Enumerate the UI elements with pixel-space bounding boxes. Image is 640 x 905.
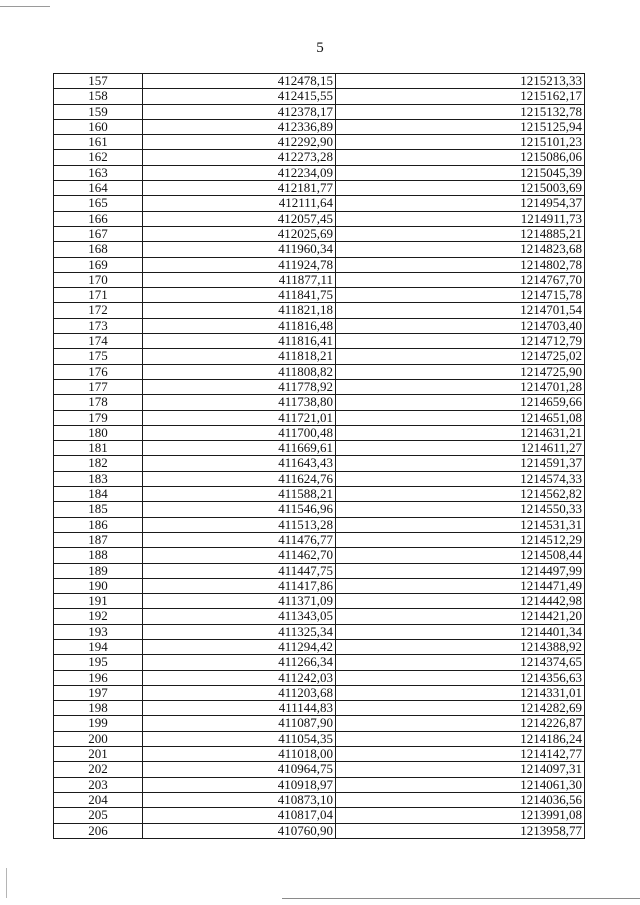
x-coordinate-cell: 412415,55 (143, 89, 336, 104)
y-coordinate-cell: 1214374,65 (336, 655, 585, 670)
table-row (54, 257, 585, 272)
point-number-cell: 183 (54, 471, 143, 486)
point-number-cell: 205 (54, 808, 143, 823)
y-coordinate-cell: 1215132,78 (336, 104, 585, 119)
y-coordinate-cell: 1214715,78 (336, 288, 585, 303)
table-row (54, 89, 585, 104)
x-coordinate-cell: 411203,68 (143, 685, 336, 700)
x-coordinate-cell: 411588,21 (143, 487, 336, 502)
x-coordinate-cell: 411960,34 (143, 242, 336, 257)
y-coordinate-cell: 1214562,82 (336, 487, 585, 502)
table-row (54, 594, 585, 609)
y-coordinate-cell: 1215125,94 (336, 119, 585, 134)
y-coordinate-cell: 1214823,68 (336, 242, 585, 257)
x-coordinate-cell: 411144,83 (143, 701, 336, 716)
table-row (54, 624, 585, 639)
table-row (54, 135, 585, 150)
point-number-cell: 184 (54, 487, 143, 502)
table-row (54, 119, 585, 134)
y-coordinate-cell: 1214061,30 (336, 777, 585, 792)
x-coordinate-cell: 412025,69 (143, 226, 336, 241)
x-coordinate-cell: 411821,18 (143, 303, 336, 318)
y-coordinate-cell: 1214356,63 (336, 670, 585, 685)
point-number-cell: 173 (54, 318, 143, 333)
y-coordinate-cell: 1214512,29 (336, 532, 585, 547)
point-number-cell: 168 (54, 242, 143, 257)
x-coordinate-cell: 410817,04 (143, 808, 336, 823)
table-row (54, 670, 585, 685)
x-coordinate-cell: 411476,77 (143, 532, 336, 547)
point-number-cell: 191 (54, 594, 143, 609)
point-number-cell: 196 (54, 670, 143, 685)
x-coordinate-cell: 411294,42 (143, 639, 336, 654)
table-row (54, 777, 585, 792)
x-coordinate-cell: 411417,86 (143, 578, 336, 593)
x-coordinate-cell: 411816,48 (143, 318, 336, 333)
y-coordinate-cell: 1214911,73 (336, 211, 585, 226)
y-coordinate-cell: 1214226,87 (336, 716, 585, 731)
x-coordinate-cell: 412057,45 (143, 211, 336, 226)
table-row (54, 318, 585, 333)
x-coordinate-cell: 412336,89 (143, 119, 336, 134)
point-number-cell: 157 (54, 74, 143, 89)
y-coordinate-cell: 1215086,06 (336, 150, 585, 165)
x-coordinate-cell: 411266,34 (143, 655, 336, 670)
x-coordinate-cell: 411700,48 (143, 425, 336, 440)
point-number-cell: 177 (54, 379, 143, 394)
y-coordinate-cell: 1214142,77 (336, 747, 585, 762)
point-number-cell: 171 (54, 288, 143, 303)
y-coordinate-cell: 1214611,27 (336, 441, 585, 456)
y-coordinate-cell: 1214954,37 (336, 196, 585, 211)
point-number-cell: 195 (54, 655, 143, 670)
x-coordinate-cell: 412234,09 (143, 165, 336, 180)
y-coordinate-cell: 1214701,28 (336, 379, 585, 394)
point-number-cell: 198 (54, 701, 143, 716)
x-coordinate-cell: 411841,75 (143, 288, 336, 303)
table-row (54, 823, 585, 838)
point-number-cell: 190 (54, 578, 143, 593)
y-coordinate-cell: 1214097,31 (336, 762, 585, 777)
table-row (54, 181, 585, 196)
y-coordinate-cell: 1215162,17 (336, 89, 585, 104)
point-number-cell: 185 (54, 502, 143, 517)
y-coordinate-cell: 1214659,66 (336, 395, 585, 410)
table-row (54, 272, 585, 287)
x-coordinate-cell: 410964,75 (143, 762, 336, 777)
table-row (54, 655, 585, 670)
point-number-cell: 201 (54, 747, 143, 762)
point-number-cell: 174 (54, 334, 143, 349)
point-number-cell: 187 (54, 532, 143, 547)
table-row (54, 288, 585, 303)
x-coordinate-cell: 411816,41 (143, 334, 336, 349)
point-number-cell: 182 (54, 456, 143, 471)
y-coordinate-cell: 1214331,01 (336, 685, 585, 700)
y-coordinate-cell: 1214550,33 (336, 502, 585, 517)
table-row (54, 563, 585, 578)
table-row (54, 226, 585, 241)
table-row (54, 74, 585, 89)
y-coordinate-cell: 1215213,33 (336, 74, 585, 89)
x-coordinate-cell: 411778,92 (143, 379, 336, 394)
point-number-cell: 167 (54, 226, 143, 241)
y-coordinate-cell: 1214712,79 (336, 334, 585, 349)
table-row (54, 792, 585, 807)
y-coordinate-cell: 1214802,78 (336, 257, 585, 272)
point-number-cell: 194 (54, 639, 143, 654)
point-number-cell: 192 (54, 609, 143, 624)
point-number-cell: 163 (54, 165, 143, 180)
point-number-cell: 200 (54, 731, 143, 746)
table-row (54, 685, 585, 700)
x-coordinate-cell: 412111,64 (143, 196, 336, 211)
point-number-cell: 166 (54, 211, 143, 226)
x-coordinate-cell: 411242,03 (143, 670, 336, 685)
x-coordinate-cell: 411818,21 (143, 349, 336, 364)
x-coordinate-cell: 412292,90 (143, 135, 336, 150)
point-number-cell: 172 (54, 303, 143, 318)
table-row (54, 747, 585, 762)
table-row (54, 364, 585, 379)
y-coordinate-cell: 1214388,92 (336, 639, 585, 654)
y-coordinate-cell: 1215101,23 (336, 135, 585, 150)
y-coordinate-cell: 1214508,44 (336, 548, 585, 563)
point-number-cell: 176 (54, 364, 143, 379)
x-coordinate-cell: 412378,17 (143, 104, 336, 119)
x-coordinate-cell: 411462,70 (143, 548, 336, 563)
table-row (54, 808, 585, 823)
y-coordinate-cell: 1214282,69 (336, 701, 585, 716)
y-coordinate-cell: 1214186,24 (336, 731, 585, 746)
x-coordinate-cell: 411738,80 (143, 395, 336, 410)
table-row (54, 517, 585, 532)
table-row (54, 379, 585, 394)
point-number-cell: 199 (54, 716, 143, 731)
table-row (54, 242, 585, 257)
x-coordinate-cell: 412478,15 (143, 74, 336, 89)
x-coordinate-cell: 410760,90 (143, 823, 336, 838)
point-number-cell: 178 (54, 395, 143, 410)
x-coordinate-cell: 411325,34 (143, 624, 336, 639)
point-number-cell: 202 (54, 762, 143, 777)
y-coordinate-cell: 1214471,49 (336, 578, 585, 593)
point-number-cell: 186 (54, 517, 143, 532)
table-row (54, 456, 585, 471)
table-row (54, 578, 585, 593)
x-coordinate-cell: 411054,35 (143, 731, 336, 746)
table-row (54, 395, 585, 410)
y-coordinate-cell: 1214497,99 (336, 563, 585, 578)
y-coordinate-cell: 1214401,34 (336, 624, 585, 639)
scan-edge-line-bottom (282, 898, 640, 899)
table-row (54, 211, 585, 226)
y-coordinate-cell: 1214591,37 (336, 456, 585, 471)
table-row (54, 502, 585, 517)
table-row (54, 532, 585, 547)
y-coordinate-cell: 1214703,40 (336, 318, 585, 333)
point-number-cell: 203 (54, 777, 143, 792)
y-coordinate-cell: 1214701,54 (336, 303, 585, 318)
point-number-cell: 204 (54, 792, 143, 807)
y-coordinate-cell: 1215045,39 (336, 165, 585, 180)
point-number-cell: 159 (54, 104, 143, 119)
y-coordinate-cell: 1214442,98 (336, 594, 585, 609)
coordinates-table (53, 73, 585, 839)
x-coordinate-cell: 411643,43 (143, 456, 336, 471)
table-row (54, 425, 585, 440)
table-row (54, 334, 585, 349)
y-coordinate-cell: 1213958,77 (336, 823, 585, 838)
y-coordinate-cell: 1214725,90 (336, 364, 585, 379)
point-number-cell: 193 (54, 624, 143, 639)
x-coordinate-cell: 411371,09 (143, 594, 336, 609)
table-row (54, 548, 585, 563)
table-row (54, 196, 585, 211)
x-coordinate-cell: 411721,01 (143, 410, 336, 425)
table-row (54, 731, 585, 746)
y-coordinate-cell: 1214651,08 (336, 410, 585, 425)
x-coordinate-cell: 411087,90 (143, 716, 336, 731)
point-number-cell: 161 (54, 135, 143, 150)
point-number-cell: 179 (54, 410, 143, 425)
point-number-cell: 197 (54, 685, 143, 700)
table-row (54, 150, 585, 165)
point-number-cell: 188 (54, 548, 143, 563)
point-number-cell: 165 (54, 196, 143, 211)
y-coordinate-cell: 1215003,69 (336, 181, 585, 196)
table-row (54, 303, 585, 318)
y-coordinate-cell: 1214574,33 (336, 471, 585, 486)
table-row (54, 716, 585, 731)
table-row (54, 609, 585, 624)
coordinates-table-body (54, 74, 585, 839)
y-coordinate-cell: 1214725,02 (336, 349, 585, 364)
table-row (54, 165, 585, 180)
scan-edge-line-top (0, 6, 50, 7)
table-row (54, 487, 585, 502)
table-row (54, 701, 585, 716)
x-coordinate-cell: 411877,11 (143, 272, 336, 287)
x-coordinate-cell: 411669,61 (143, 441, 336, 456)
x-coordinate-cell: 411447,75 (143, 563, 336, 578)
x-coordinate-cell: 412181,77 (143, 181, 336, 196)
x-coordinate-cell: 412273,28 (143, 150, 336, 165)
y-coordinate-cell: 1214885,21 (336, 226, 585, 241)
y-coordinate-cell: 1214531,31 (336, 517, 585, 532)
y-coordinate-cell: 1213991,08 (336, 808, 585, 823)
point-number-cell: 160 (54, 119, 143, 134)
x-coordinate-cell: 410918,97 (143, 777, 336, 792)
point-number-cell: 170 (54, 272, 143, 287)
x-coordinate-cell: 411343,05 (143, 609, 336, 624)
x-coordinate-cell: 411624,76 (143, 471, 336, 486)
x-coordinate-cell: 411513,28 (143, 517, 336, 532)
x-coordinate-cell: 410873,10 (143, 792, 336, 807)
point-number-cell: 180 (54, 425, 143, 440)
point-number-cell: 189 (54, 563, 143, 578)
y-coordinate-cell: 1214036,56 (336, 792, 585, 807)
table-row (54, 410, 585, 425)
table-row (54, 441, 585, 456)
x-coordinate-cell: 411924,78 (143, 257, 336, 272)
table-row (54, 639, 585, 654)
point-number-cell: 158 (54, 89, 143, 104)
y-coordinate-cell: 1214631,21 (336, 425, 585, 440)
point-number-cell: 175 (54, 349, 143, 364)
page-number: 5 (316, 40, 324, 56)
scan-edge-line-left (6, 868, 7, 898)
table-row (54, 762, 585, 777)
point-number-cell: 162 (54, 150, 143, 165)
point-number-cell: 206 (54, 823, 143, 838)
point-number-cell: 169 (54, 257, 143, 272)
x-coordinate-cell: 411018,00 (143, 747, 336, 762)
y-coordinate-cell: 1214421,20 (336, 609, 585, 624)
x-coordinate-cell: 411808,82 (143, 364, 336, 379)
point-number-cell: 164 (54, 181, 143, 196)
table-row (54, 104, 585, 119)
x-coordinate-cell: 411546,96 (143, 502, 336, 517)
table-row (54, 349, 585, 364)
y-coordinate-cell: 1214767,70 (336, 272, 585, 287)
point-number-cell: 181 (54, 441, 143, 456)
table-row (54, 471, 585, 486)
